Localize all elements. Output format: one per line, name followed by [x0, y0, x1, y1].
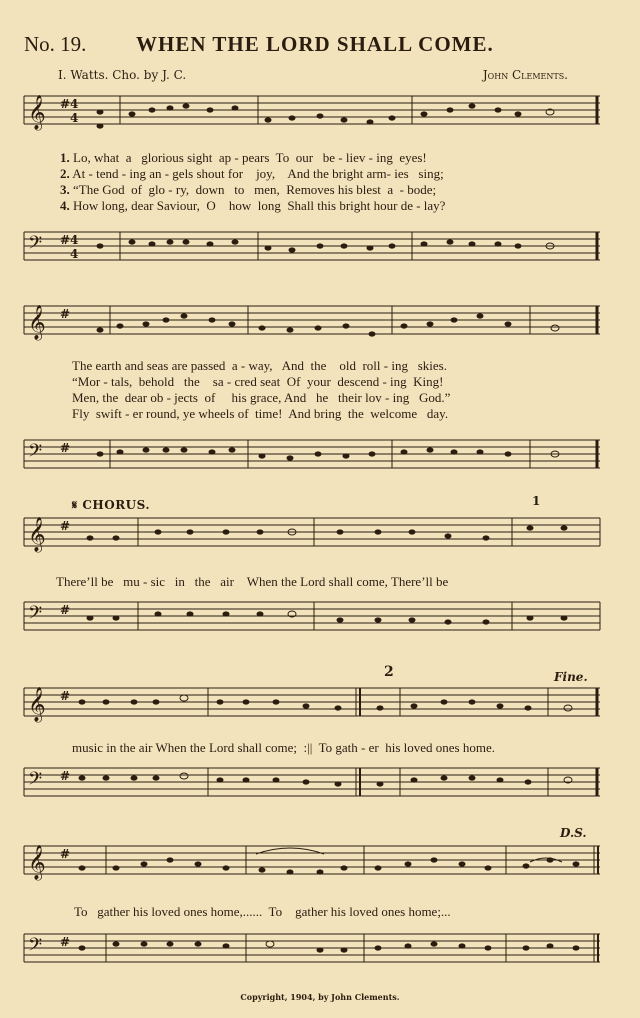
verse-line — [60, 166, 444, 182]
bass-staff — [20, 764, 604, 798]
svg-text:4: 4 — [70, 247, 79, 261]
treble-staff — [20, 92, 604, 130]
chorus-line: To gather his loved ones home,...... To gather his loved ones home;... — [74, 904, 451, 919]
treble-staff — [20, 302, 604, 340]
chorus-line: music in the air When the Lord shall come; :|| To gath - er his loved ones home. — [72, 740, 495, 755]
chorus-label — [72, 498, 150, 513]
copyright-notice: Copyright, 1904, by John Clements. — [240, 992, 400, 1002]
svg-text:𝄢: 𝄢 — [28, 603, 43, 628]
svg-text:#: # — [60, 519, 71, 533]
ds-mark: D.S. — [560, 826, 587, 840]
svg-text:𝄞: 𝄞 — [28, 845, 46, 880]
bass-staff — [20, 228, 604, 262]
svg-text:𝄢: 𝄢 — [28, 233, 43, 258]
first-ending-mark: 1 — [532, 494, 541, 508]
music-credit: John Clements. — [482, 68, 568, 82]
svg-text:𝄞: 𝄞 — [28, 517, 46, 552]
verse-text: “The God of glo - ry, down to men, Removes his blest a - bode; — [73, 182, 437, 197]
title-row — [24, 32, 624, 58]
svg-text:𝄞: 𝄞 — [28, 95, 46, 130]
svg-text:#: # — [60, 233, 71, 247]
svg-text:𝄢: 𝄢 — [28, 769, 43, 794]
treble-staff — [20, 684, 604, 722]
svg-text:#: # — [60, 935, 71, 949]
segno-icon: 𝄋 — [72, 498, 78, 512]
svg-text:𝄢: 𝄢 — [28, 935, 43, 960]
verse-text: Lo, what a glorious sight ap - pears To our be - liev - ing eyes! — [73, 150, 427, 165]
verse-number: 2. — [60, 166, 70, 181]
svg-text:𝄢: 𝄢 — [28, 441, 43, 466]
svg-text:#: # — [60, 441, 71, 455]
verse-line: The earth and seas are passed a - way, And the old roll - ing skies. — [72, 358, 447, 373]
bass-staff — [20, 598, 604, 632]
verse-number: 4. — [60, 198, 70, 213]
treble-staff — [20, 842, 604, 880]
treble-staff — [20, 514, 604, 552]
svg-text:4: 4 — [70, 111, 79, 125]
words-credit: I. Watts. Cho. by J. C. — [58, 68, 187, 82]
svg-text:4: 4 — [70, 233, 79, 247]
svg-text:𝄞: 𝄞 — [28, 305, 46, 340]
svg-text:4: 4 — [70, 97, 79, 111]
verse-line: “Mor - tals, behold the sa - cred seat Of your descend - ing King! — [72, 374, 444, 389]
hymn-title: WHEN THE LORD SHALL COME. — [136, 32, 494, 56]
svg-text:#: # — [60, 689, 71, 703]
verse-text: At - tend - ing an - gels shout for joy, And the bright arm- ies sing; — [72, 166, 444, 181]
second-ending-mark: 2 — [384, 664, 394, 680]
verse-line — [60, 150, 427, 166]
verse-text: How long, dear Saviour, O how long Shall this bright hour de - lay? — [73, 198, 446, 213]
bass-staff — [20, 930, 604, 964]
svg-text:#: # — [60, 769, 71, 783]
verse-number: 3. — [60, 182, 70, 197]
svg-text:#: # — [60, 847, 71, 861]
verse-line — [60, 182, 436, 198]
hymn-number: No. 19. — [24, 32, 87, 56]
chorus-title: CHORUS. — [82, 498, 151, 512]
fine-mark: Fine. — [554, 670, 588, 684]
svg-text:𝄞: 𝄞 — [28, 687, 46, 722]
svg-text:#: # — [60, 307, 71, 321]
verse-line: Fly swift - er round, ye wheels of time! And bring the welcome day. — [72, 406, 449, 421]
bass-staff — [20, 436, 604, 470]
svg-text:#: # — [60, 603, 71, 617]
verse-line: Men, the dear ob - jects of his grace, And he their lov - ing God.” — [72, 390, 451, 405]
verse-number: 1. — [60, 150, 70, 165]
verse-line — [60, 198, 445, 214]
svg-text:#: # — [60, 97, 71, 111]
chorus-line: There’ll be mu - sic in the air When the Lord shall come, There’ll be — [56, 574, 449, 589]
